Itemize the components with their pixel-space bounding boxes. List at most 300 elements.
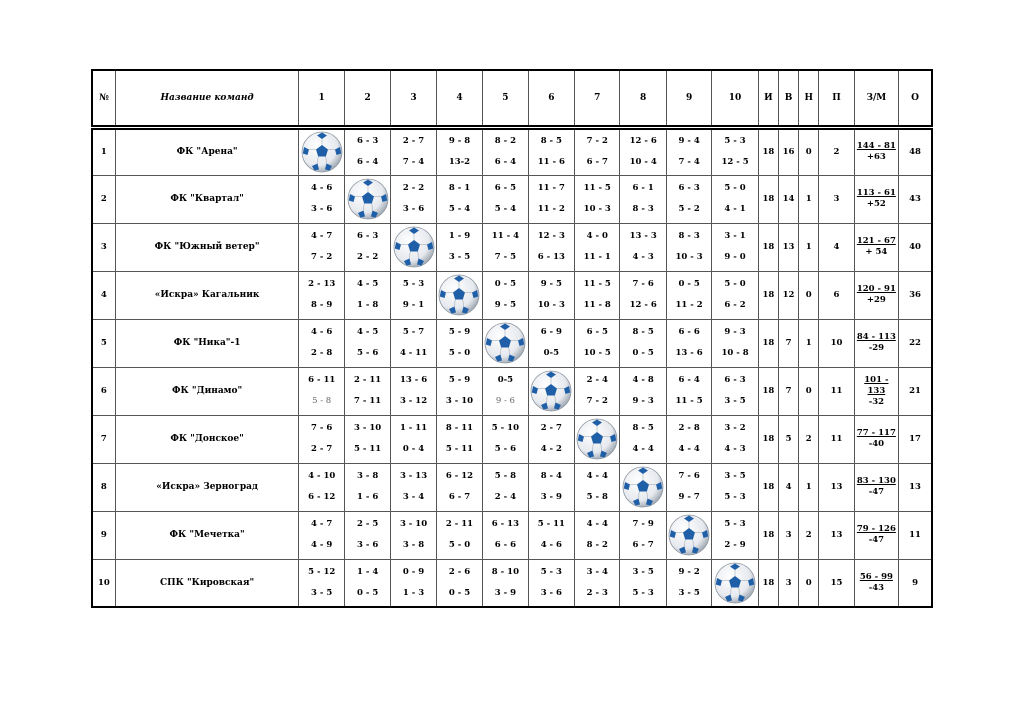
home-score: 3 - 10 <box>354 423 382 433</box>
goals-cell <box>854 319 898 367</box>
away-score: 4 - 11 <box>399 348 428 358</box>
match-score-cell <box>666 367 711 415</box>
away-score: 0-5 <box>543 348 559 358</box>
header-col-10: 10 <box>712 70 758 127</box>
home-score: 5 - 7 <box>402 327 425 337</box>
table-row <box>92 271 932 319</box>
points-total: 48 <box>899 127 932 175</box>
soccer-ball-icon <box>483 321 527 365</box>
home-score: 6 - 3 <box>356 136 379 146</box>
match-score-cell <box>666 175 711 223</box>
home-score: 1 - 11 <box>399 423 428 433</box>
home-score: 3 - 5 <box>632 566 654 577</box>
home-score: 8 - 5 <box>632 327 654 337</box>
match-score-cell <box>344 511 390 559</box>
home-score: 11 - 5 <box>583 279 611 289</box>
goals-cell <box>854 415 898 463</box>
away-score: 9 - 1 <box>402 300 425 310</box>
home-score: 6 - 4 <box>678 375 700 385</box>
soccer-ball-icon <box>529 369 573 413</box>
away-score: 3 - 9 <box>494 587 517 598</box>
match-score-cell <box>712 511 758 559</box>
header-col-8: 8 <box>620 70 666 127</box>
away-score: 6 - 6 <box>494 540 517 550</box>
home-score: 2 - 5 <box>356 519 379 529</box>
home-score: 8 - 2 <box>494 136 517 146</box>
home-score: 5 - 10 <box>491 423 519 433</box>
away-score: 10 - 3 <box>583 204 611 214</box>
header-played: И <box>758 70 778 127</box>
team-name: ФК "Динамо" <box>115 367 299 415</box>
goals-cell <box>854 271 898 319</box>
team-name: ФК "Донское" <box>115 415 299 463</box>
row-number: 2 <box>92 175 115 223</box>
draws-count: 1 <box>799 175 819 223</box>
header-col-2: 2 <box>344 70 390 127</box>
home-score: 4 - 7 <box>311 231 333 241</box>
home-score: 0 - 9 <box>402 566 425 577</box>
goal-difference: -40 <box>868 439 885 449</box>
goals-cell <box>854 175 898 223</box>
away-score: 3 - 6 <box>311 204 333 214</box>
home-score: 4 - 4 <box>586 519 608 529</box>
match-score-cell <box>620 223 666 271</box>
goal-difference: +29 <box>866 295 886 305</box>
home-score: 6 - 9 <box>540 327 562 337</box>
away-score: 1 - 3 <box>402 587 425 598</box>
table-body <box>92 127 932 607</box>
wins-count: 7 <box>778 367 798 415</box>
match-score-cell <box>528 559 574 607</box>
match-score-cell <box>575 319 620 367</box>
home-score: 11 - 4 <box>491 231 519 241</box>
away-score: 3 - 6 <box>402 204 425 214</box>
away-score: 4 - 1 <box>724 204 746 214</box>
away-score: 9 - 5 <box>494 300 517 310</box>
goals-for-against: 121 - 67 <box>856 236 896 246</box>
points-total: 17 <box>899 415 932 463</box>
match-score-cell <box>712 415 758 463</box>
home-score: 6 - 3 <box>724 375 746 385</box>
match-score-cell <box>483 367 528 415</box>
match-score-cell <box>299 559 344 607</box>
team-name: ФК "Мечетка" <box>115 511 299 559</box>
match-score-cell <box>620 559 666 607</box>
away-score: 8 - 2 <box>586 540 608 550</box>
away-score: 3 - 9 <box>540 492 562 502</box>
match-score-cell <box>483 559 528 607</box>
away-score: 5 - 6 <box>356 348 379 358</box>
match-score-cell <box>575 463 620 511</box>
home-score: 6 - 12 <box>445 471 474 481</box>
away-score: 3 - 5 <box>678 587 700 598</box>
match-score-cell <box>344 463 390 511</box>
losses-count: 10 <box>819 319 854 367</box>
goals-cell <box>854 223 898 271</box>
draws-count: 2 <box>799 511 819 559</box>
match-score-cell <box>436 367 482 415</box>
home-score: 8 - 4 <box>540 471 562 481</box>
self-match-cell <box>436 271 482 319</box>
match-score-cell <box>436 463 482 511</box>
home-score: 5 - 0 <box>724 183 746 193</box>
away-score: 5 - 3 <box>724 492 746 502</box>
wins-count: 4 <box>778 463 798 511</box>
away-score: 9 - 6 <box>495 396 515 406</box>
match-score-cell <box>712 175 758 223</box>
home-score: 5 - 12 <box>308 566 336 577</box>
away-score: 7 - 2 <box>311 252 333 262</box>
away-score: 5 - 3 <box>632 587 654 598</box>
goals-for-against: 56 - 99 <box>859 571 893 582</box>
home-score: 13 - 6 <box>399 375 428 385</box>
away-score: 13-2 <box>448 157 471 167</box>
away-score: 12 - 6 <box>629 300 657 310</box>
wins-count: 3 <box>778 559 798 607</box>
goals-for-against: 144 - 81 <box>856 141 896 151</box>
home-score: 2 - 13 <box>308 279 336 289</box>
games-played: 18 <box>758 415 778 463</box>
match-score-cell <box>483 223 528 271</box>
away-score: 12 - 5 <box>721 157 749 167</box>
away-score: 5 - 0 <box>448 348 471 358</box>
home-score: 2 - 11 <box>354 375 382 385</box>
match-score-cell <box>436 175 482 223</box>
away-score: 5 - 6 <box>494 444 517 454</box>
goal-difference: +52 <box>866 199 886 209</box>
home-score: 4 - 10 <box>308 471 336 481</box>
away-score: 11 - 5 <box>675 396 703 406</box>
row-number: 4 <box>92 271 115 319</box>
match-score-cell <box>528 127 574 175</box>
match-score-cell <box>483 271 528 319</box>
away-score: 9 - 3 <box>632 396 654 406</box>
header-col-3: 3 <box>391 70 436 127</box>
home-score: 4 - 7 <box>311 519 333 529</box>
match-score-cell <box>299 319 344 367</box>
home-score: 7 - 6 <box>632 279 654 289</box>
home-score: 4 - 8 <box>632 375 654 385</box>
home-score: 9 - 4 <box>678 136 700 146</box>
losses-count: 13 <box>819 463 854 511</box>
match-score-cell <box>391 415 436 463</box>
header-goals: З/М <box>854 70 898 127</box>
away-score: 5 - 4 <box>494 204 517 214</box>
away-score: 0 - 4 <box>402 444 425 454</box>
soccer-ball-icon <box>713 561 757 605</box>
home-score: 8 - 10 <box>491 566 519 577</box>
match-score-cell <box>575 223 620 271</box>
away-score: 4 - 4 <box>632 444 654 454</box>
match-score-cell <box>620 271 666 319</box>
points-total: 11 <box>899 511 932 559</box>
match-score-cell <box>299 223 344 271</box>
home-score: 12 - 3 <box>537 231 565 241</box>
home-score: 8 - 11 <box>445 423 474 433</box>
home-score: 2 - 6 <box>448 566 471 577</box>
row-number: 1 <box>92 127 115 175</box>
self-match-cell <box>344 175 390 223</box>
goals-for-against: 113 - 61 <box>856 188 896 198</box>
losses-count: 3 <box>819 175 854 223</box>
away-score: 3 - 8 <box>402 540 425 550</box>
row-number: 6 <box>92 367 115 415</box>
home-score: 4 - 4 <box>586 471 608 481</box>
home-score: 3 - 1 <box>724 231 746 241</box>
header-col-6: 6 <box>528 70 574 127</box>
away-score: 5 - 8 <box>312 396 332 406</box>
home-score: 3 - 4 <box>586 566 608 577</box>
games-played: 18 <box>758 559 778 607</box>
row-number: 7 <box>92 415 115 463</box>
away-score: 10 - 4 <box>629 157 657 167</box>
away-score: 1 - 6 <box>356 492 379 502</box>
games-played: 18 <box>758 319 778 367</box>
match-score-cell <box>666 559 711 607</box>
points-total: 36 <box>899 271 932 319</box>
table-row <box>92 559 932 607</box>
match-score-cell <box>344 415 390 463</box>
losses-count: 11 <box>819 367 854 415</box>
away-score: 7 - 4 <box>402 157 425 167</box>
home-score: 4 - 6 <box>311 327 333 337</box>
match-score-cell <box>391 175 436 223</box>
team-name: ФК "Квартал" <box>115 175 299 223</box>
home-score: 3 - 5 <box>724 471 746 481</box>
home-score: 9 - 5 <box>540 279 562 289</box>
home-score: 11 - 5 <box>583 183 611 193</box>
table-row <box>92 127 932 175</box>
wins-count: 3 <box>778 511 798 559</box>
home-score: 5 - 9 <box>448 375 471 385</box>
home-score: 0 - 5 <box>678 279 700 289</box>
match-score-cell <box>344 319 390 367</box>
row-number: 3 <box>92 223 115 271</box>
away-score: 4 - 4 <box>678 444 700 454</box>
points-total: 40 <box>899 223 932 271</box>
draws-count: 0 <box>799 559 819 607</box>
header-draws: Н <box>799 70 819 127</box>
away-score: 11 - 2 <box>675 300 703 310</box>
home-score: 7 - 9 <box>632 519 654 529</box>
match-score-cell <box>666 319 711 367</box>
away-score: 2 - 7 <box>311 444 333 454</box>
away-score: 2 - 4 <box>494 492 517 502</box>
match-score-cell <box>666 463 711 511</box>
match-score-cell <box>344 127 390 175</box>
home-score: 4 - 6 <box>311 183 333 193</box>
match-score-cell <box>391 559 436 607</box>
away-score: 6 - 2 <box>724 300 746 310</box>
self-match-cell <box>712 559 758 607</box>
away-score: 2 - 9 <box>724 540 746 550</box>
away-score: 3 - 4 <box>402 492 425 502</box>
wins-count: 14 <box>778 175 798 223</box>
wins-count: 16 <box>778 127 798 175</box>
team-name: ФК "Южный ветер" <box>115 223 299 271</box>
losses-count: 4 <box>819 223 854 271</box>
draws-count: 1 <box>799 319 819 367</box>
home-score: 9 - 3 <box>724 327 746 337</box>
home-score: 5 - 9 <box>448 327 471 337</box>
away-score: 6 - 7 <box>448 492 471 502</box>
games-played: 18 <box>758 367 778 415</box>
match-score-cell <box>712 319 758 367</box>
header-points: О <box>899 70 932 127</box>
away-score: 6 - 4 <box>356 157 379 167</box>
away-score: 5 - 2 <box>678 204 700 214</box>
away-score: 3 - 10 <box>445 396 474 406</box>
match-score-cell <box>391 319 436 367</box>
row-number: 5 <box>92 319 115 367</box>
games-played: 18 <box>758 127 778 175</box>
goals-cell <box>854 367 898 415</box>
goals-cell <box>854 127 898 175</box>
match-score-cell <box>712 463 758 511</box>
away-score: 2 - 8 <box>311 348 333 358</box>
away-score: 11 - 8 <box>583 300 611 310</box>
table-row <box>92 415 932 463</box>
home-score: 6 - 3 <box>356 231 379 241</box>
home-score: 0 - 5 <box>494 279 517 289</box>
away-score: 11 - 6 <box>537 157 565 167</box>
home-score: 7 - 6 <box>311 423 333 433</box>
home-score: 9 - 8 <box>448 136 471 146</box>
match-score-cell <box>391 271 436 319</box>
match-score-cell <box>575 271 620 319</box>
match-score-cell <box>299 415 344 463</box>
header-col-4: 4 <box>436 70 482 127</box>
away-score: 13 - 6 <box>675 348 703 358</box>
away-score: 8 - 3 <box>632 204 654 214</box>
home-score: 12 - 6 <box>629 136 657 146</box>
match-score-cell <box>436 559 482 607</box>
points-total: 9 <box>899 559 932 607</box>
away-score: 7 - 5 <box>494 252 517 262</box>
match-score-cell <box>299 463 344 511</box>
away-score: 3 - 12 <box>399 396 428 406</box>
draws-count: 0 <box>799 271 819 319</box>
home-score: 6 - 3 <box>678 183 700 193</box>
match-score-cell <box>666 415 711 463</box>
home-score: 6 - 6 <box>678 327 700 337</box>
away-score: 6 - 4 <box>494 157 517 167</box>
match-score-cell <box>483 175 528 223</box>
team-name: ФК "Арена" <box>115 127 299 175</box>
match-score-cell <box>483 463 528 511</box>
home-score: 5 - 11 <box>537 519 565 529</box>
match-score-cell <box>436 415 482 463</box>
soccer-ball-icon <box>300 130 344 174</box>
match-score-cell <box>299 175 344 223</box>
away-score: 4 - 2 <box>540 444 562 454</box>
away-score: 3 - 5 <box>311 587 333 598</box>
home-score: 6 - 13 <box>491 519 519 529</box>
team-name: ФК "Ника"-1 <box>115 319 299 367</box>
soccer-ball-icon <box>346 177 390 221</box>
home-score: 2 - 7 <box>402 136 425 146</box>
home-score: 5 - 8 <box>494 471 517 481</box>
losses-count: 15 <box>819 559 854 607</box>
home-score: 4 - 0 <box>586 231 608 241</box>
games-played: 18 <box>758 271 778 319</box>
table-row <box>92 223 932 271</box>
away-score: 4 - 3 <box>724 444 746 454</box>
points-total: 13 <box>899 463 932 511</box>
goal-difference: + 54 <box>865 247 888 257</box>
team-name: «Искра» Зерноград <box>115 463 299 511</box>
goals-for-against: 84 - 113 <box>856 332 896 342</box>
draws-count: 2 <box>799 415 819 463</box>
self-match-cell <box>528 367 574 415</box>
self-match-cell <box>575 415 620 463</box>
home-score: 4 - 5 <box>356 279 379 289</box>
points-total: 43 <box>899 175 932 223</box>
home-score: 8 - 3 <box>678 231 700 241</box>
games-played: 18 <box>758 511 778 559</box>
match-score-cell <box>666 271 711 319</box>
self-match-cell <box>666 511 711 559</box>
match-score-cell <box>344 223 390 271</box>
away-score: 11 - 2 <box>537 204 565 214</box>
away-score: 3 - 6 <box>540 587 562 598</box>
away-score: 1 - 8 <box>356 300 379 310</box>
match-score-cell <box>391 127 436 175</box>
table-row <box>92 463 932 511</box>
away-score: 5 - 4 <box>448 204 471 214</box>
goals-for-against: 79 - 126 <box>856 524 896 534</box>
losses-count: 13 <box>819 511 854 559</box>
match-score-cell <box>575 559 620 607</box>
wins-count: 7 <box>778 319 798 367</box>
away-score: 0 - 5 <box>356 587 379 598</box>
goal-difference: -29 <box>868 343 885 353</box>
table-row <box>92 175 932 223</box>
match-score-cell <box>528 463 574 511</box>
goal-difference: -47 <box>868 487 885 497</box>
team-name: «Искра» Кагальник <box>115 271 299 319</box>
match-score-cell <box>436 511 482 559</box>
soccer-ball-icon <box>621 465 665 509</box>
home-score: 0-5 <box>497 375 514 385</box>
away-score: 7 - 4 <box>678 157 700 167</box>
table-row <box>92 319 932 367</box>
header-wins: В <box>778 70 798 127</box>
match-score-cell <box>483 127 528 175</box>
home-score: 7 - 2 <box>586 136 608 146</box>
match-score-cell <box>483 511 528 559</box>
home-score: 6 - 5 <box>586 327 608 337</box>
row-number: 10 <box>92 559 115 607</box>
match-score-cell <box>712 367 758 415</box>
away-score: 6 - 12 <box>308 492 336 502</box>
home-score: 9 - 2 <box>678 566 700 577</box>
away-score: 10 - 8 <box>721 348 749 358</box>
match-score-cell <box>344 367 390 415</box>
match-score-cell <box>666 127 711 175</box>
header-team: Название команд <box>115 70 299 127</box>
away-score: 11 - 1 <box>583 252 611 262</box>
match-score-cell <box>575 175 620 223</box>
soccer-ball-icon <box>667 513 711 557</box>
home-score: 2 - 8 <box>678 423 700 433</box>
home-score: 3 - 13 <box>399 471 428 481</box>
goal-difference: -43 <box>868 582 885 593</box>
away-score: 2 - 2 <box>356 252 379 262</box>
home-score: 5 - 3 <box>402 279 425 289</box>
away-score: 3 - 5 <box>724 396 746 406</box>
self-match-cell <box>483 319 528 367</box>
